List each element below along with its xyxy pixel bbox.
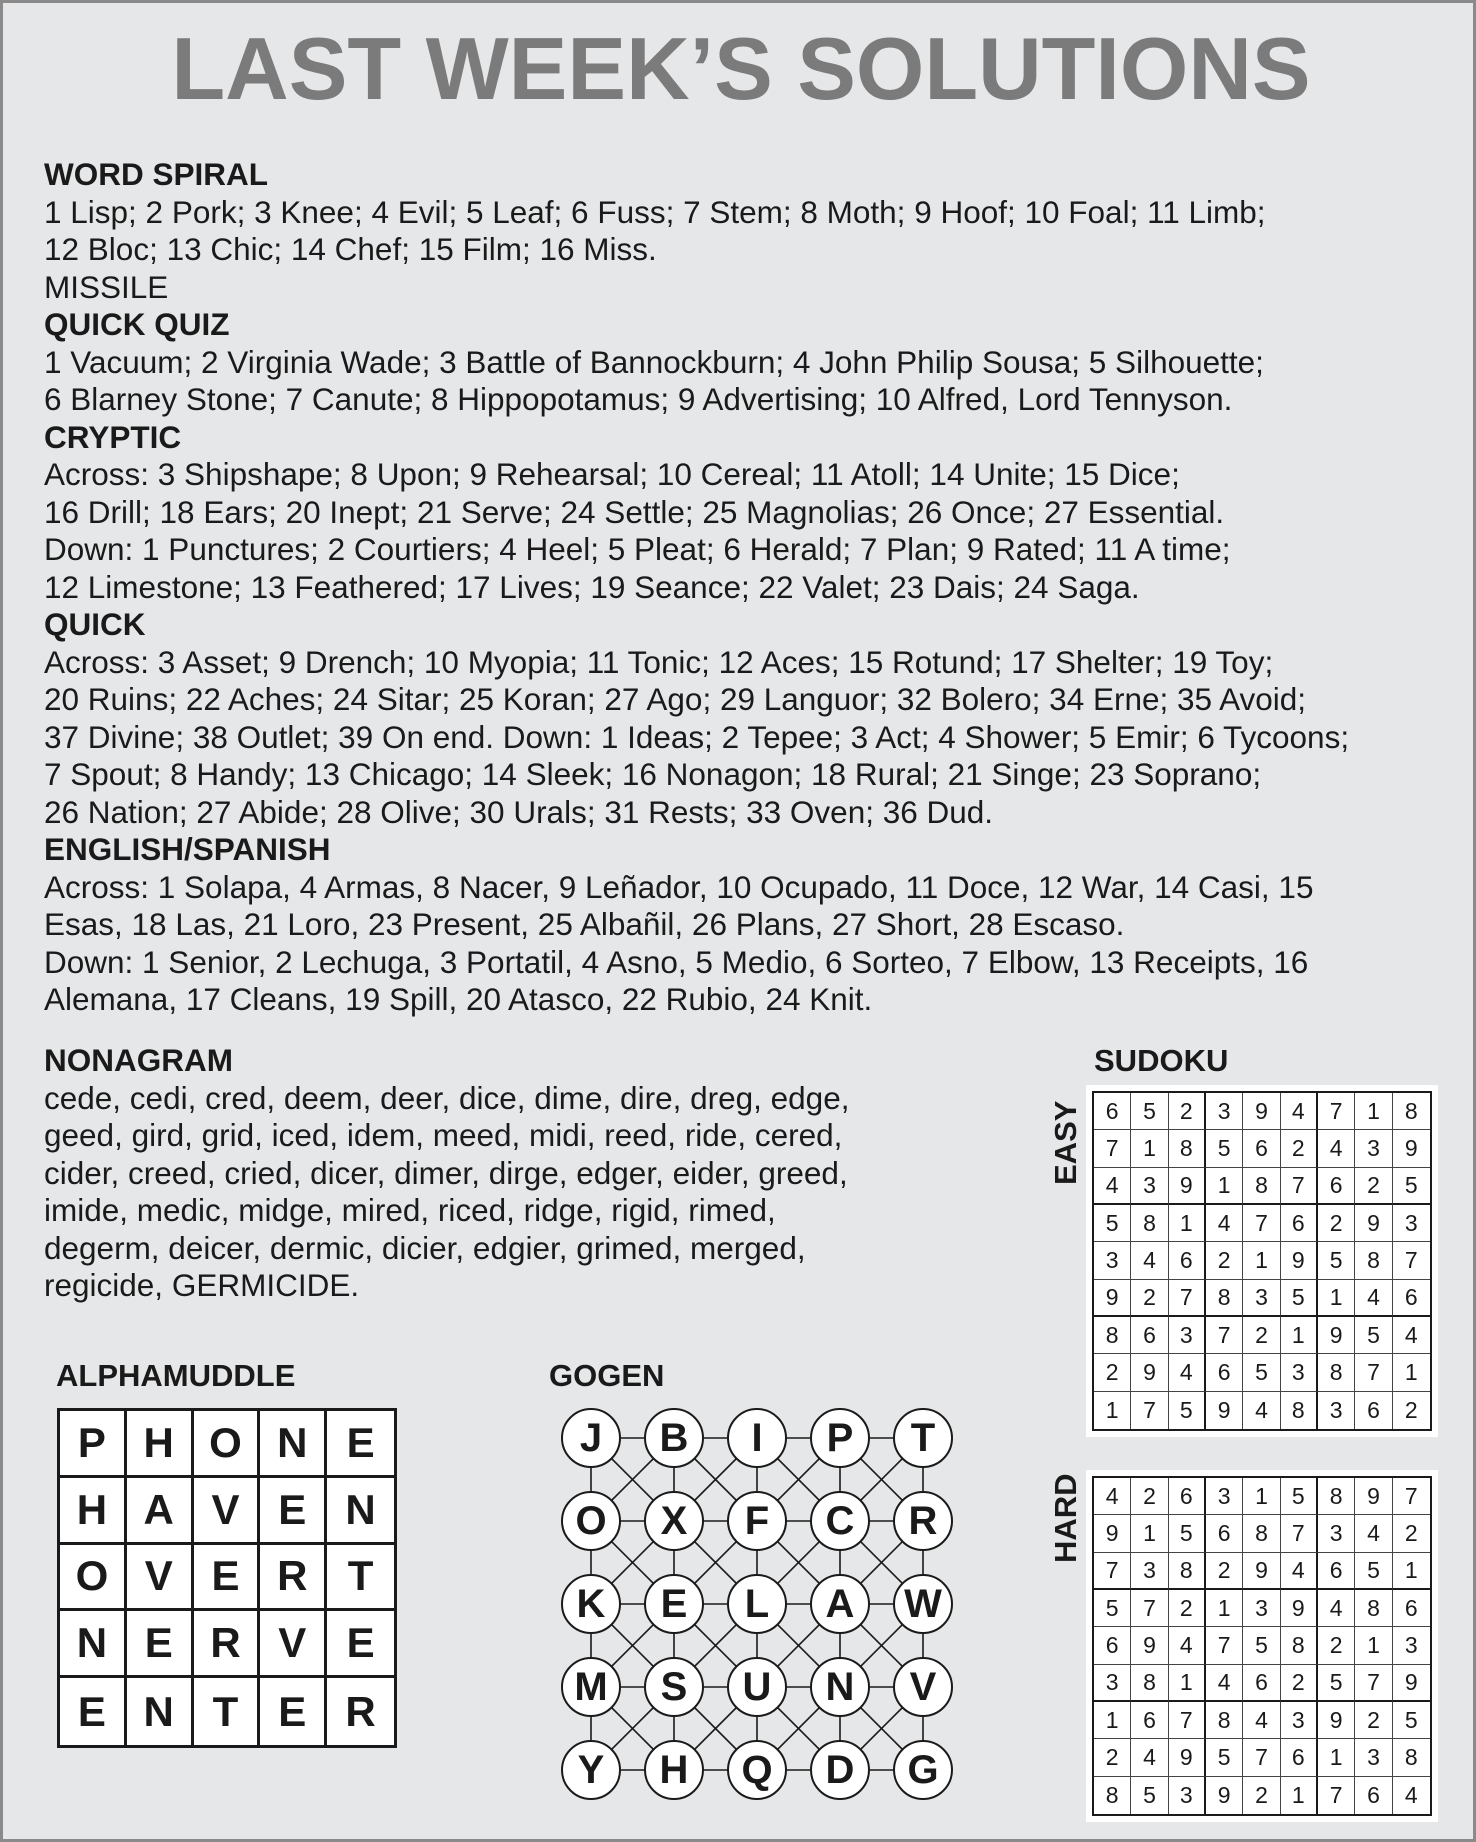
section-heading: QUICK QUIZ xyxy=(44,306,230,342)
sudoku-cell: 1 xyxy=(1243,1478,1280,1515)
sudoku-cell: 6 xyxy=(1243,1665,1280,1702)
alphamuddle-cell: V xyxy=(127,1545,194,1612)
alphamuddle-cell: A xyxy=(127,1478,194,1545)
section-line: 7 Spout; 8 Handy; 13 Chicago; 14 Sleek; 16 Nonagon; 18 Rural; 21 Singe; 23 Soprano; xyxy=(44,756,1262,792)
alphamuddle-cell: P xyxy=(60,1411,127,1478)
sudoku-cell: 6 xyxy=(1094,1627,1131,1664)
sudoku-cell: 5 xyxy=(1169,1392,1206,1429)
sudoku-cell: 8 xyxy=(1318,1478,1355,1515)
sudoku-cell: 2 xyxy=(1243,1777,1280,1814)
alphamuddle-cell: O xyxy=(60,1545,127,1612)
alphamuddle-cell: N xyxy=(60,1611,127,1678)
nonagram-heading: NONAGRAM xyxy=(44,1042,233,1078)
sudoku-cell: 4 xyxy=(1131,1739,1168,1776)
sudoku-cell: 1 xyxy=(1131,1130,1168,1167)
section-heading: WORD SPIRAL xyxy=(44,156,268,192)
word-solutions xyxy=(44,156,1454,1019)
sudoku-cell: 7 xyxy=(1206,1317,1243,1354)
sudoku-cell: 7 xyxy=(1169,1702,1206,1739)
sudoku-cell: 4 xyxy=(1243,1702,1280,1739)
section-line: MISSILE xyxy=(44,268,169,305)
sudoku-cell: 5 xyxy=(1131,1093,1168,1130)
sudoku-cell: 1 xyxy=(1206,1168,1243,1205)
gogen-node: Y xyxy=(561,1740,621,1800)
alphamuddle-cell: N xyxy=(327,1478,394,1545)
sudoku-cell: 4 xyxy=(1355,1280,1392,1317)
alphamuddle-cell: E xyxy=(327,1611,394,1678)
alphamuddle-cell: E xyxy=(260,1478,327,1545)
sudoku-cell: 8 xyxy=(1355,1242,1392,1279)
sudoku-cell: 7 xyxy=(1355,1665,1392,1702)
section-line: Down: 1 Senior, 2 Lechuga, 3 Portatil, 4 Asno, 5 Medio, 6 Sorteo, 7 Elbow, 13 Receipts, 16 xyxy=(44,943,1309,980)
sudoku-heading: SUDOKU xyxy=(1094,1043,1229,1078)
gogen-node: H xyxy=(644,1740,704,1800)
sudoku-cell: 9 xyxy=(1169,1739,1206,1776)
gogen-node: U xyxy=(727,1657,787,1717)
sudoku-cell: 8 xyxy=(1131,1665,1168,1702)
section-line: 12 Limestone; 13 Feathered; 17 Lives; 19 Seance; 22 Valet; 23 Dais; 24 Saga. xyxy=(44,568,1140,605)
sudoku-cell: 8 xyxy=(1318,1354,1355,1391)
gogen-node: E xyxy=(644,1574,704,1634)
gogen-heading: GOGEN xyxy=(549,1358,665,1393)
sudoku-cell: 2 xyxy=(1318,1205,1355,1242)
sudoku-cell: 7 xyxy=(1393,1478,1430,1515)
sudoku-hard xyxy=(1086,1470,1438,1822)
section-line: Across: 3 Shipshape; 8 Upon; 9 Rehearsal; 10 Cereal; 11 Atoll; 14 Unite; 15 Dice; xyxy=(44,456,1180,492)
sudoku-cell: 9 xyxy=(1131,1354,1168,1391)
nonagram-line: cede, cedi, cred, deem, deer, dice, dime, dire, dreg, edge, xyxy=(44,1079,850,1116)
sudoku-cell: 6 xyxy=(1318,1168,1355,1205)
sudoku-cell: 5 xyxy=(1094,1205,1131,1242)
gogen-node: C xyxy=(810,1491,870,1551)
sudoku-cell: 8 xyxy=(1355,1590,1392,1627)
sudoku-cell: 2 xyxy=(1243,1317,1280,1354)
sudoku-cell: 5 xyxy=(1393,1702,1430,1739)
sudoku-cell: 8 xyxy=(1393,1739,1430,1776)
alphamuddle-heading: ALPHAMUDDLE xyxy=(56,1358,296,1393)
sudoku-cell: 9 xyxy=(1393,1665,1430,1702)
alphamuddle-cell: R xyxy=(345,1687,376,1735)
sudoku-cell: 1 xyxy=(1393,1553,1430,1590)
nonagram-line: regicide, GERMICIDE. xyxy=(44,1267,360,1303)
sudoku-cell: 5 xyxy=(1094,1590,1131,1627)
sudoku-cell: 6 xyxy=(1094,1093,1131,1130)
sudoku-cell: 5 xyxy=(1169,1515,1206,1552)
sudoku-cell: 4 xyxy=(1404,1781,1418,1808)
sudoku-cell: 9 xyxy=(1318,1702,1355,1739)
sudoku-cell: 1 xyxy=(1281,1317,1318,1354)
sudoku-cell: 6 xyxy=(1131,1317,1168,1354)
sudoku-cell: 4 xyxy=(1094,1478,1131,1515)
sudoku-cell: 8 xyxy=(1169,1130,1206,1167)
sudoku-cell: 6 xyxy=(1393,1590,1430,1627)
section-heading: ENGLISH/SPANISH xyxy=(44,831,331,867)
sudoku-cell: 1 xyxy=(1393,1354,1430,1391)
sudoku-cell: 8 xyxy=(1169,1553,1206,1590)
sudoku-cell: 3 xyxy=(1169,1317,1206,1354)
sudoku-cell: 8 xyxy=(1243,1515,1280,1552)
section-line: Esas, 18 Las, 21 Loro, 23 Present, 25 Albañil, 26 Plans, 27 Short, 28 Escaso. xyxy=(44,906,1125,942)
sudoku-cell: 2 xyxy=(1206,1242,1243,1279)
sudoku-cell: 1 xyxy=(1169,1665,1206,1702)
sudoku-cell: 7 xyxy=(1131,1590,1168,1627)
sudoku-cell: 4 xyxy=(1281,1553,1318,1590)
gogen-node: K xyxy=(561,1574,621,1634)
alphamuddle-grid xyxy=(57,1408,397,1748)
sudoku-cell: 1 xyxy=(1355,1093,1392,1130)
sudoku-cell: 7 xyxy=(1355,1354,1392,1391)
sudoku-cell: 4 xyxy=(1169,1627,1206,1664)
sudoku-cell: 5 xyxy=(1131,1777,1168,1814)
sudoku-cell: 9 xyxy=(1094,1280,1131,1317)
sudoku-cell: 2 xyxy=(1404,1396,1418,1423)
sudoku-cell: 5 xyxy=(1281,1478,1318,1515)
sudoku-cell: 4 xyxy=(1243,1392,1280,1429)
gogen-node: N xyxy=(810,1657,870,1717)
sudoku-cell: 7 xyxy=(1281,1515,1318,1552)
sudoku-cell: 6 xyxy=(1169,1478,1206,1515)
sudoku-cell: 3 xyxy=(1206,1093,1243,1130)
alphamuddle-cell: E xyxy=(127,1611,194,1678)
sudoku-cell: 7 xyxy=(1131,1392,1168,1429)
gogen-grid xyxy=(551,1398,971,1818)
sudoku-cell: 3 xyxy=(1393,1205,1430,1242)
section-line: Down: 1 Punctures; 2 Courtiers; 4 Heel; 5 Pleat; 6 Herald; 7 Plan; 9 Rated; 11 A time; xyxy=(44,531,1231,567)
alphamuddle-cell: V xyxy=(194,1478,261,1545)
sudoku-cell: 5 xyxy=(1281,1280,1318,1317)
sudoku-cell: 2 xyxy=(1318,1627,1355,1664)
sudoku-cell: 9 xyxy=(1393,1130,1430,1167)
sudoku-cell: 8 xyxy=(1206,1280,1243,1317)
sudoku-cell: 6 xyxy=(1355,1392,1392,1429)
sudoku-cell: 9 xyxy=(1243,1553,1280,1590)
sudoku-hard-grid xyxy=(1092,1476,1432,1816)
sudoku-cell: 7 xyxy=(1206,1627,1243,1664)
sudoku-cell: 5 xyxy=(1243,1354,1280,1391)
sudoku-cell: 2 xyxy=(1094,1739,1131,1776)
alphamuddle-cell: H xyxy=(60,1478,127,1545)
sudoku-cell: 9 xyxy=(1206,1392,1243,1429)
sudoku-cell: 6 xyxy=(1243,1130,1280,1167)
sudoku-easy xyxy=(1086,1085,1438,1437)
gogen-node: D xyxy=(810,1740,870,1800)
sudoku-cell: 1 xyxy=(1281,1777,1318,1814)
sudoku-cell: 2 xyxy=(1131,1478,1168,1515)
gogen-node: R xyxy=(893,1491,953,1551)
sudoku-cell: 3 xyxy=(1243,1280,1280,1317)
sudoku-cell: 8 xyxy=(1281,1627,1318,1664)
sudoku-cell: 3 xyxy=(1094,1665,1131,1702)
sudoku-cell: 7 xyxy=(1169,1280,1206,1317)
nonagram-line: geed, gird, grid, iced, idem, meed, midi, reed, ride, cered, xyxy=(44,1117,843,1153)
sudoku-cell: 2 xyxy=(1169,1093,1206,1130)
gogen-node: L xyxy=(727,1574,787,1634)
sudoku-cell: 1 xyxy=(1318,1739,1355,1776)
gogen-node: J xyxy=(561,1408,621,1468)
section-line: 37 Divine; 38 Outlet; 39 On end. Down: 1 Ideas; 2 Tepee; 3 Act; 4 Shower; 5 Emir; 6 Tycoons; xyxy=(44,718,1350,755)
alphamuddle-cell: N xyxy=(127,1678,194,1745)
sudoku-cell: 2 xyxy=(1393,1515,1430,1552)
gogen-node: V xyxy=(893,1657,953,1717)
sudoku-cell: 6 xyxy=(1355,1777,1392,1814)
sudoku-cell: 9 xyxy=(1243,1093,1280,1130)
sudoku-cell: 9 xyxy=(1281,1590,1318,1627)
section-line: Across: 3 Asset; 9 Drench; 10 Myopia; 11 Tonic; 12 Aces; 15 Rotund; 17 Shelter; 19 Toy; xyxy=(44,643,1274,680)
sudoku-cell: 3 xyxy=(1355,1130,1392,1167)
sudoku-cell: 2 xyxy=(1281,1665,1318,1702)
sudoku-cell: 3 xyxy=(1131,1168,1168,1205)
sudoku-cell: 4 xyxy=(1393,1317,1430,1354)
sudoku-cell: 9 xyxy=(1281,1242,1318,1279)
section-line: 1 Vacuum; 2 Virginia Wade; 3 Battle of Bannockburn; 4 John Philip Sousa; 5 Silhouette; xyxy=(44,343,1264,380)
sudoku-cell: 6 xyxy=(1206,1354,1243,1391)
sudoku-cell: 8 xyxy=(1094,1317,1131,1354)
alphamuddle-cell: O xyxy=(194,1411,261,1478)
sudoku-cell: 4 xyxy=(1169,1354,1206,1391)
sudoku-cell: 9 xyxy=(1206,1777,1243,1814)
sudoku-cell: 8 xyxy=(1094,1777,1131,1814)
sudoku-cell: 2 xyxy=(1281,1130,1318,1167)
gogen-node: T xyxy=(893,1408,953,1468)
sudoku-cell: 6 xyxy=(1281,1739,1318,1776)
gogen-node: X xyxy=(644,1491,704,1551)
sudoku-cell: 1 xyxy=(1169,1205,1206,1242)
section-line: 12 Bloc; 13 Chic; 14 Chef; 15 Film; 16 Miss. xyxy=(44,231,657,267)
sudoku-cell: 8 xyxy=(1393,1093,1430,1130)
section-heading: CRYPTIC xyxy=(44,418,182,455)
gogen-node: F xyxy=(727,1491,787,1551)
sudoku-cell: 5 xyxy=(1355,1553,1392,1590)
alphamuddle-cell: R xyxy=(260,1545,327,1612)
sudoku-cell: 1 xyxy=(1318,1280,1355,1317)
section-line: 20 Ruins; 22 Aches; 24 Sitar; 25 Koran; 27 Ago; 29 Languor; 32 Bolero; 34 Erne; 35 Avoid; xyxy=(44,681,1307,717)
sudoku-cell: 5 xyxy=(1318,1665,1355,1702)
sudoku-cell: 6 xyxy=(1131,1702,1168,1739)
sudoku-cell: 1 xyxy=(1355,1627,1392,1664)
alphamuddle-cell: E xyxy=(327,1411,394,1478)
sudoku-cell: 7 xyxy=(1318,1777,1355,1814)
sudoku-cell: 3 xyxy=(1318,1392,1355,1429)
sudoku-cell: 4 xyxy=(1281,1093,1318,1130)
alphamuddle-cell: T xyxy=(194,1678,261,1745)
sudoku-cell: 4 xyxy=(1131,1242,1168,1279)
alphamuddle-cell: T xyxy=(327,1545,394,1612)
sudoku-cell: 3 xyxy=(1206,1478,1243,1515)
sudoku-cell: 4 xyxy=(1206,1665,1243,1702)
alphamuddle-cell: E xyxy=(194,1545,261,1612)
sudoku-cell: 3 xyxy=(1243,1590,1280,1627)
sudoku-cell: 1 xyxy=(1094,1392,1131,1429)
section-line: 6 Blarney Stone; 7 Canute; 8 Hippopotamus; 9 Advertising; 10 Alfred, Lord Tennyson. xyxy=(44,381,1233,417)
section-line: Alemana, 17 Cleans, 19 Spill, 20 Atasco, 22 Rubio, 24 Knit. xyxy=(44,981,873,1017)
alphamuddle-cell: E xyxy=(60,1678,127,1745)
sudoku-cell: 7 xyxy=(1243,1205,1280,1242)
gogen-node: Q xyxy=(727,1740,787,1800)
sudoku-cell: 6 xyxy=(1169,1242,1206,1279)
sudoku-cell: 7 xyxy=(1094,1130,1131,1167)
nonagram-line: cider, creed, cried, dicer, dimer, dirge, edger, eider, greed, xyxy=(44,1154,848,1191)
sudoku-cell: 5 xyxy=(1355,1317,1392,1354)
sudoku-cell: 3 xyxy=(1393,1627,1430,1664)
sudoku-cell: 1 xyxy=(1206,1590,1243,1627)
sudoku-cell: 4 xyxy=(1206,1205,1243,1242)
sudoku-cell: 3 xyxy=(1169,1777,1206,1814)
section-line: 16 Drill; 18 Ears; 20 Inept; 21 Serve; 24 Settle; 25 Magnolias; 26 Once; 27 Essential. xyxy=(44,493,1225,530)
sudoku-cell: 5 xyxy=(1318,1242,1355,1279)
sudoku-cell: 3 xyxy=(1281,1702,1318,1739)
sudoku-easy-label: EASY xyxy=(1048,1100,1083,1185)
sudoku-cell: 8 xyxy=(1206,1702,1243,1739)
sudoku-cell: 5 xyxy=(1243,1627,1280,1664)
gogen-node: B xyxy=(644,1408,704,1468)
sudoku-cell: 4 xyxy=(1355,1515,1392,1552)
sudoku-cell: 6 xyxy=(1393,1280,1430,1317)
alphamuddle-cell: H xyxy=(127,1411,194,1478)
sudoku-easy-grid xyxy=(1092,1091,1432,1431)
alphamuddle-cell: E xyxy=(260,1678,327,1745)
sudoku-cell: 6 xyxy=(1206,1515,1243,1552)
sudoku-cell: 9 xyxy=(1318,1317,1355,1354)
alphamuddle-cell: R xyxy=(194,1611,261,1678)
sudoku-cell: 6 xyxy=(1318,1553,1355,1590)
sudoku-cell: 3 xyxy=(1318,1515,1355,1552)
sudoku-cell: 3 xyxy=(1131,1553,1168,1590)
alphamuddle-cell: V xyxy=(260,1611,327,1678)
sudoku-cell: 9 xyxy=(1131,1627,1168,1664)
gogen-node: A xyxy=(810,1574,870,1634)
sudoku-cell: 5 xyxy=(1206,1739,1243,1776)
section-heading: QUICK xyxy=(44,606,146,642)
gogen-node: P xyxy=(810,1408,870,1468)
sudoku-cell: 5 xyxy=(1206,1130,1243,1167)
sudoku-hard-label: HARD xyxy=(1048,1473,1083,1563)
gogen-node: W xyxy=(893,1574,953,1634)
page-title: LAST WEEK’S SOLUTIONS xyxy=(171,19,1311,118)
sudoku-cell: 9 xyxy=(1094,1515,1131,1552)
sudoku-cell: 6 xyxy=(1281,1205,1318,1242)
sudoku-cell: 2 xyxy=(1355,1168,1392,1205)
sudoku-cell: 2 xyxy=(1131,1280,1168,1317)
sudoku-cell: 2 xyxy=(1206,1553,1243,1590)
sudoku-cell: 9 xyxy=(1355,1205,1392,1242)
gogen-node: I xyxy=(727,1408,787,1468)
gogen-node: O xyxy=(561,1491,621,1551)
nonagram-line: degerm, deicer, dermic, dicier, edgier, grimed, merged, xyxy=(44,1229,806,1266)
sudoku-cell: 7 xyxy=(1094,1553,1131,1590)
sudoku-cell: 2 xyxy=(1169,1590,1206,1627)
sudoku-cell: 1 xyxy=(1131,1515,1168,1552)
sudoku-cell: 7 xyxy=(1318,1093,1355,1130)
sudoku-cell: 4 xyxy=(1318,1130,1355,1167)
sudoku-cell: 9 xyxy=(1169,1168,1206,1205)
sudoku-cell: 5 xyxy=(1393,1168,1430,1205)
sudoku-cell: 1 xyxy=(1094,1702,1131,1739)
section-line: 26 Nation; 27 Abide; 28 Olive; 30 Urals; 31 Rests; 33 Oven; 36 Dud. xyxy=(44,793,994,830)
sudoku-cell: 2 xyxy=(1094,1354,1131,1391)
sudoku-cell: 7 xyxy=(1393,1242,1430,1279)
nonagram-line: imide, medic, midge, mired, riced, ridge, rigid, rimed, xyxy=(44,1192,776,1228)
gogen-node: S xyxy=(644,1657,704,1717)
sudoku-cell: 9 xyxy=(1355,1478,1392,1515)
nonagram-section xyxy=(44,1042,944,1305)
sudoku-cell: 4 xyxy=(1318,1590,1355,1627)
sudoku-cell: 8 xyxy=(1281,1392,1318,1429)
alphamuddle-cell: N xyxy=(260,1411,327,1478)
gogen-node: G xyxy=(893,1740,953,1800)
sudoku-cell: 7 xyxy=(1243,1739,1280,1776)
sudoku-cell: 3 xyxy=(1094,1242,1131,1279)
sudoku-cell: 3 xyxy=(1355,1739,1392,1776)
sudoku-cell: 8 xyxy=(1131,1205,1168,1242)
gogen-node: M xyxy=(561,1657,621,1717)
sudoku-cell: 3 xyxy=(1281,1354,1318,1391)
sudoku-cell: 7 xyxy=(1281,1168,1318,1205)
sudoku-cell: 1 xyxy=(1243,1242,1280,1279)
sudoku-cell: 4 xyxy=(1094,1168,1131,1205)
sudoku-cell: 2 xyxy=(1355,1702,1392,1739)
section-line: Across: 1 Solapa, 4 Armas, 8 Nacer, 9 Leñador, 10 Ocupado, 11 Doce, 12 War, 14 Casi, 15 xyxy=(44,868,1314,905)
sudoku-cell: 8 xyxy=(1243,1168,1280,1205)
section-line: 1 Lisp; 2 Pork; 3 Knee; 4 Evil; 5 Leaf; 6 Fuss; 7 Stem; 8 Moth; 9 Hoof; 10 Foal; 11 Limb; xyxy=(44,193,1266,230)
